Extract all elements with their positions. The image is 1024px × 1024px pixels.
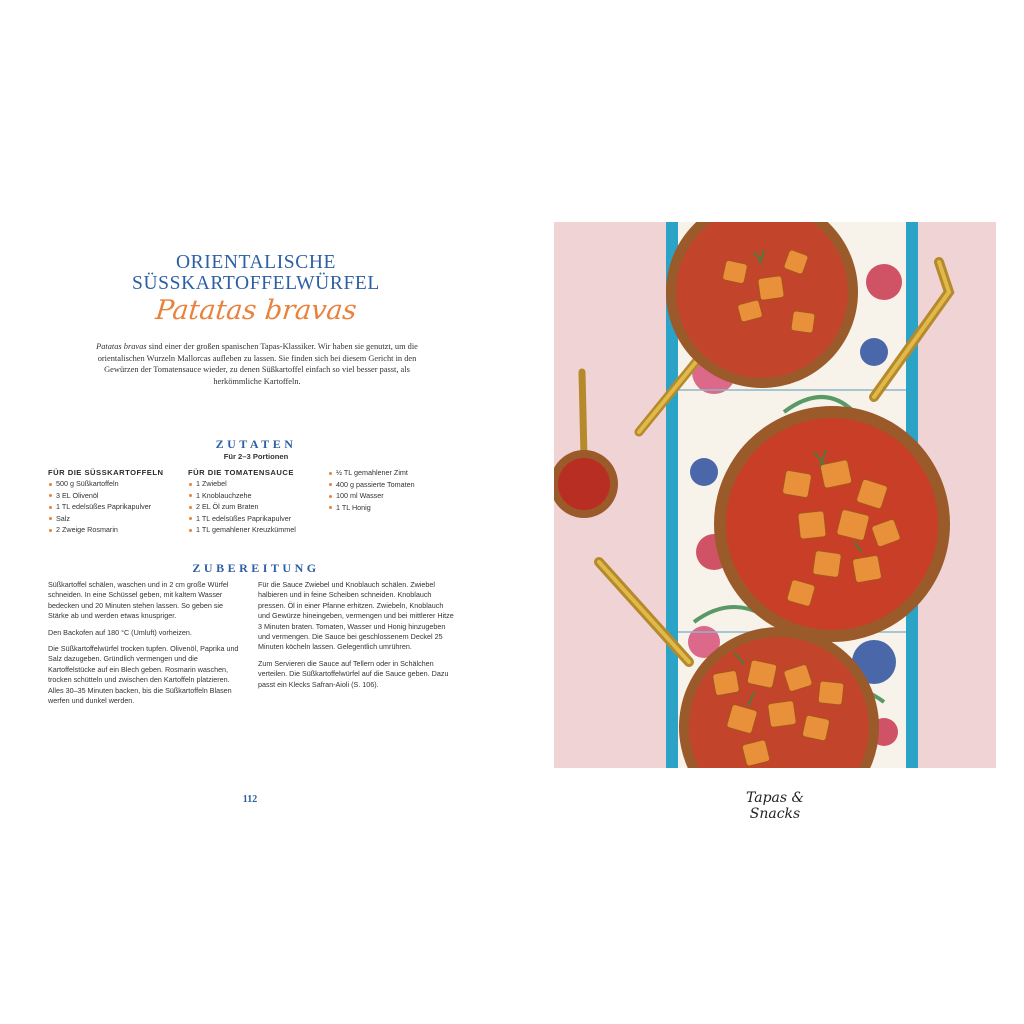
intro-text: sind einer der großen spanischen Tapas-Klassiker. Wir haben sie genutzt, um die orientalischen Wurzeln Mallorcas aufleben zu lassen. Sie finden sich bei diesem Gericht in den Gewürzen der Tomatensauce wieder, zu denen Süßkartoffel einfach so viel besser passt, als herkömmliche Kartoffeln. (97, 342, 418, 386)
food-photo (554, 222, 996, 768)
bullet-icon (49, 506, 52, 509)
ingredient-item: 500 g Süßkartoffeln (48, 478, 164, 490)
ingredient-item: 1 Zwiebel (188, 478, 296, 490)
preparation-step: Den Backofen auf 180 °C (Umluft) vorheizen. (48, 627, 192, 637)
preparation-column-left (48, 580, 244, 712)
bullet-icon (189, 494, 192, 497)
bullet-icon (49, 529, 52, 532)
ingredient-item: Salz (48, 513, 164, 525)
bullet-icon (49, 494, 52, 497)
ingredient-column-tomato-sauce-continued (328, 467, 415, 513)
preparation-step: Die Süßkartoffelwürfel trocken tupfen. Olivenöl, Paprika und Salz dazugeben. Gründlich vermengen und die Kartoffelstücke auf ein Blech geben. Rosmarin waschen, trocken schütteln und zwischen den Kartoffeln platzieren. Alles 30–35 Minuten backen, bis die Süßkartoffeln Blasen werfen und dunkel werden. (48, 644, 239, 706)
ingredient-item: ½ TL gemahlener Zimt (328, 467, 415, 479)
page-number: 112 (242, 794, 258, 805)
section-label: Tapas & Snacks (745, 790, 804, 822)
intro-italic-term: Patatas bravas (96, 342, 147, 351)
ingredient-item: 3 EL Olivenöl (48, 490, 164, 502)
ingredient-list (188, 478, 296, 536)
bullet-icon (49, 483, 52, 486)
ingredient-item: 2 Zweige Rosmarin (48, 524, 164, 536)
preparation-step: Zum Servieren die Sauce auf Tellern oder in Schälchen verteilen. Die Süßkartoffelwürfel auf die Sauce geben. Dazu passt ein Klecks Safran-Aioli (S. 106). (258, 658, 449, 689)
recipe-intro (84, 341, 430, 387)
bullet-icon (189, 483, 192, 486)
ingredient-item: 2 EL Öl zum Braten (188, 501, 296, 513)
ingredient-column-heading: FÜR DIE SÜSSKARTOFFELN (48, 468, 164, 477)
portions-label: Für 2–3 Portionen (223, 452, 289, 461)
ingredients-heading: ZUTATEN (215, 437, 297, 451)
preparation-step: Süßkartoffel schälen, waschen und in 2 cm große Würfel schneiden. In eine Schüssel geben, mit kaltem Wasser bedecken und 20 Minuten stehen lassen. So geben sie Stärke ab und werden etwas knuspriger. (48, 580, 229, 621)
food-photo-illustration (554, 222, 996, 768)
ingredient-item: 100 ml Wasser (328, 490, 415, 502)
ingredient-item: 1 TL Honig (328, 502, 415, 514)
ingredient-column-heading: FÜR DIE TOMATENSAUCE (188, 468, 294, 477)
recipe-title (60, 252, 452, 294)
ingredient-list (48, 478, 164, 536)
ingredient-item: 1 Knoblauchzehe (188, 490, 296, 502)
bullet-icon (329, 495, 332, 498)
recipe-subtitle: Patatas bravas (153, 295, 359, 326)
ingredient-item: 400 g passierte Tomaten (328, 479, 415, 491)
ingredient-column-sweet-potatoes (48, 467, 164, 536)
recipe-title-line1: ORIENTALISCHE (175, 252, 337, 273)
preparation-step: Für die Sauce Zwiebel und Knoblauch schälen. Zwiebel halbieren und in feine Scheiben schneiden. Knoblauch pressen. Öl in einer Pfanne erhitzen. Zwiebeln, Knoblauch und Gewürze hineingeben, vermengen und bei mittlerer Hitze 3 Minuten braten. Tomaten, Wasser und Honig hinzugeben und vermengen. Die Sauce bei geschlossenem Deckel 25 Minuten köcheln lassen. Gelegentlich umrühren. (258, 580, 454, 652)
bullet-icon (329, 472, 332, 475)
preparation-column-right (258, 580, 454, 696)
ingredient-list (328, 467, 415, 513)
bullet-icon (329, 506, 332, 509)
bullet-icon (49, 517, 52, 520)
bullet-icon (329, 483, 332, 486)
ingredient-item: 1 TL gemahlener Kreuzkümmel (188, 524, 296, 536)
bullet-icon (189, 517, 192, 520)
preparation-heading: ZUBEREITUNG (192, 561, 320, 575)
recipe-title-line2: SÜSSKARTOFFELWÜRFEL (132, 273, 380, 294)
ingredient-item: 1 TL edelsüßes Paprikapulver (48, 501, 164, 513)
ingredient-column-tomato-sauce (188, 467, 296, 536)
bullet-icon (189, 529, 192, 532)
bullet-icon (189, 506, 192, 509)
ingredient-item: 1 TL edelsüßes Paprikapulver (188, 513, 296, 525)
